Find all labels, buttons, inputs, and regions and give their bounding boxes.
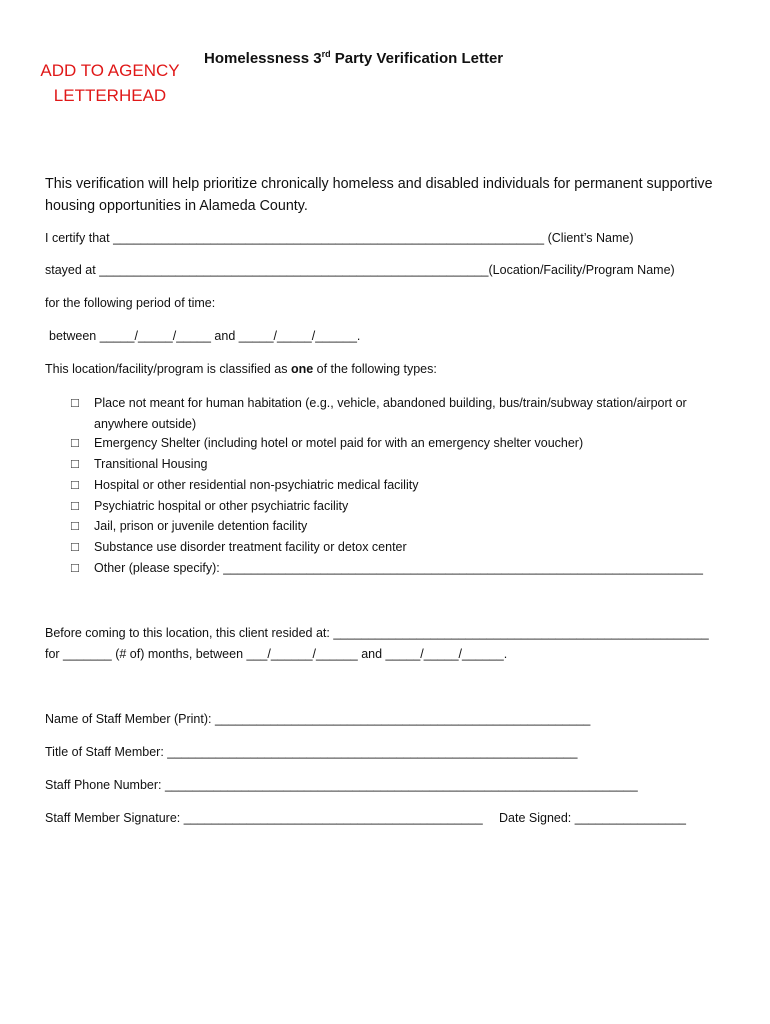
- title-suffix: Party Verification Letter: [330, 50, 504, 67]
- client-name-caption: (Client’s Name): [544, 231, 634, 245]
- staff-phone-field[interactable]: Staff Phone Number: ____________________________________________________________________: [45, 778, 638, 792]
- client-name-field[interactable]: ______________________________________________________________: [113, 231, 545, 245]
- title-prefix: Homelessness 3: [204, 50, 322, 67]
- prior-residence-field[interactable]: Before coming to this location, this client resided at: ______________________________________________________: [45, 626, 709, 640]
- intro-paragraph: This verification will help prioritize chronically homeless and disabled individuals for permanent supportive housing opportunities in Alameda County.: [45, 176, 713, 214]
- prior-months-field[interactable]: for _______ (# of) months, between ___/______/______ and _____/_____/______.: [45, 647, 508, 661]
- option-other[interactable]: Other (please specify): _____________________________________________________________________: [94, 561, 703, 575]
- location-field[interactable]: ________________________________________________________: [99, 263, 489, 277]
- certify-label: I certify that: [45, 231, 114, 245]
- document-title: [204, 49, 503, 67]
- option-human-habitation: Place not meant for human habitation (e.g., vehicle, abandoned building, bus/train/subway station/airport or anywhere outside): [94, 396, 687, 431]
- classification-before: This location/facility/program is classified as: [45, 362, 291, 376]
- period-label: for the following period of time:: [45, 296, 216, 310]
- certify-line: [45, 230, 634, 246]
- option-transitional-housing: Transitional Housing: [94, 457, 208, 471]
- agency-letterhead-placeholder: ADD TO AGENCY LETTERHEAD: [40, 61, 180, 105]
- checkbox-icon[interactable]: ☐: [70, 480, 80, 492]
- staff-signature-field[interactable]: Staff Member Signature: ___________________________________________: [45, 811, 483, 825]
- option-jail: Jail, prison or juvenile detention facility: [94, 519, 308, 533]
- checkbox-icon[interactable]: ☐: [70, 501, 80, 513]
- location-caption: (Location/Facility/Program Name): [488, 263, 675, 277]
- title-superscript: rd: [321, 49, 331, 59]
- checkbox-icon[interactable]: ☐: [70, 398, 80, 410]
- classification-bold: one: [290, 362, 314, 376]
- checkbox-icon[interactable]: ☐: [70, 542, 80, 554]
- date-range-field[interactable]: between _____/_____/_____ and _____/_____/______.: [49, 329, 361, 343]
- date-signed-field[interactable]: Date Signed: ________________: [499, 811, 686, 825]
- stayed-line: [45, 262, 675, 278]
- staff-title-field[interactable]: Title of Staff Member: ___________________________________________________________: [45, 745, 578, 759]
- classification-line: [45, 361, 437, 377]
- checkbox-icon[interactable]: ☐: [70, 438, 80, 450]
- option-substance-treatment: Substance use disorder treatment facility or detox center: [94, 540, 407, 554]
- stayed-label: stayed at: [45, 263, 100, 277]
- option-hospital: Hospital or other residential non-psychiatric medical facility: [94, 478, 419, 492]
- staff-name-field[interactable]: Name of Staff Member (Print): ______________________________________________________: [45, 712, 591, 726]
- checkbox-icon[interactable]: ☐: [70, 563, 80, 575]
- classification-after: of the following types:: [313, 362, 437, 376]
- checkbox-icon[interactable]: ☐: [70, 521, 80, 533]
- checkbox-icon[interactable]: ☐: [70, 459, 80, 471]
- option-psychiatric: Psychiatric hospital or other psychiatric facility: [94, 499, 349, 513]
- option-emergency-shelter: Emergency Shelter (including hotel or motel paid for with an emergency shelter voucher): [94, 436, 584, 450]
